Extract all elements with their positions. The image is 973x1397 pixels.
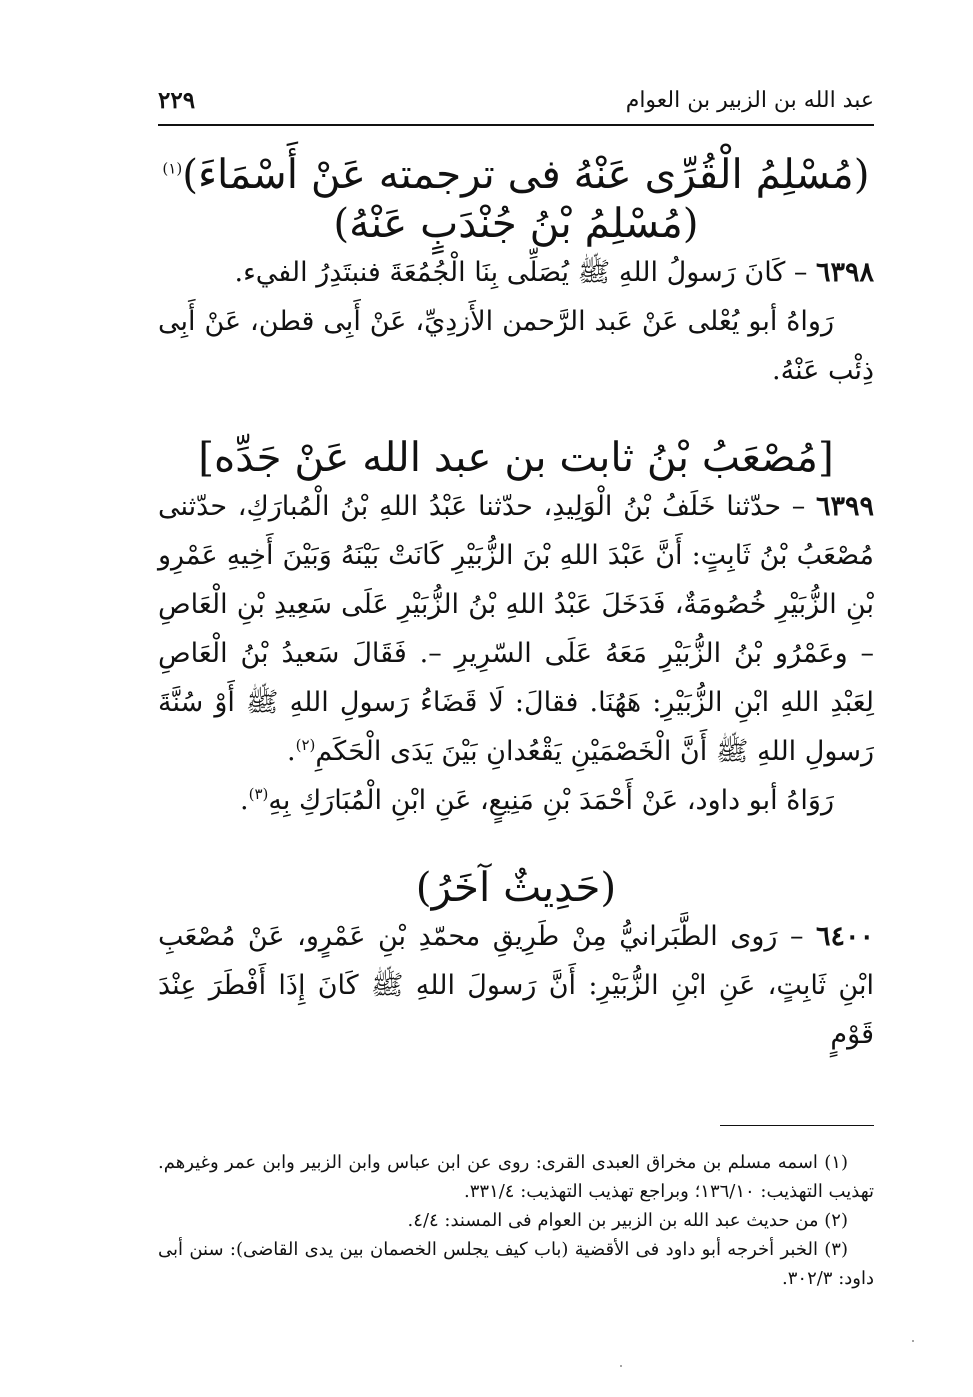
footnote-1: (١) اسمه مسلم بن مخراق العبدى القرى: روى عن ابن عباس وابن الزبير وابن عمر وغيرهم. تهذيب التهذيب: ١٣٦/١٠؛ وبراجع تهذيب التهذيب: ٣٣١/٤. [158,1152,874,1202]
riwaya-text: رَوَاهُ أبو داود، عَنْ أَحْمَدَ بْنِ مَنِيعٍ، عَنِ ابْنِ الْمُبَارَكِ بِهِ [268,785,834,816]
section-title-muslim-ibn-jundab: (مُسْلِمُ بْنُ جُنْدَبٍ عَنْهُ) [333,199,699,247]
running-header [158,80,874,120]
footnote-2: (٢) من حديث عبد الله بن الزبير بن العوام فى المسند: ٤/٤. [407,1210,848,1231]
footnote-ref-2: (٢) [295,736,316,754]
riwaya-6398: رَواهُ أبو يُعْلى عَنْ عَبد الرَّحمن الأَزدِيِّ، عَنْ أَبِى قطن، عَنْ أَبِى ذِئْب عَنْهُ. [158,306,874,386]
hadith-text: – رَوى الطَّبَرانيُّ مِنْ طَرِيقِ محمّدِ بْنِ عَمْرٍو، عَنْ مُصْعَبِ ابْنِ ثَابِتٍ، عَنِ ابْنِ الزُّبَيْرِ: أَنَّ رَسولَ اللهِ ﷺ كَانَ إِذَا أَفْطَرَ عِنْدَ قَوْمٍ [158,921,874,1050]
hadith-6400 [158,912,874,1059]
footnotes [158,1148,874,1293]
main-text [158,150,874,1059]
scan-speck [620,1365,622,1367]
footnote-ref-3: (٣) [248,785,269,803]
riwaya-6399: رَوَاهُ أبو داود، عَنْ أَحْمَدَ بْنِ مَنِيعٍ، عَنِ ابْنِ الْمُبَارَكِ بِهِ$^{(٣)}$. [240,785,834,816]
section-title-muslim-alqurri [158,150,874,199]
section-title-hadith-akhar: (حَدِيثٌ آخَرُ) [415,863,617,911]
running-title: عبد الله بن الزبير بن العوام [625,87,874,113]
hadith-text: – كَانَ رَسولُ اللهِ ﷺ يُصَلِّى بِنَا الْجُمُعَةَ فنبتَدِرُ الفيء. [234,257,808,288]
hadith-number: ٦٣٩٨ [815,257,874,288]
scan-speck [912,1340,914,1342]
header-rule [158,124,874,126]
footnote-3: (٣) الخبر أخرجه أبو داود فى الأقضية (باب كيف يجلس الخصمان بين يدى القاضى): سنن أبى داود: ٣٠٢/٣. [158,1239,874,1289]
hadith-number: ٦٤٠٠ [815,921,874,952]
hadith-text: – حدّثنا خَلَفُ بْنُ الْوَلِيدِ، حدّثنا عَبْدُ اللهِ بْنُ الْمُبارَكِ، حدّثنى مُصْعَبُ بْنُ ثَابِتٍ: أَنَّ عَبْدَ اللهِ بْنَ الزُّبَيْرِ كَانَتْ بَيْنَهُ وَبَيْنَ أَخِيهِ عَمْرِو بْنِ الزُّبَيْرِ خُصُومَةٌ، فَدَخَلَ عَبْدُ اللهِ بْنُ الزُّبَيْرِ عَلَى سَعِيدِ بْنِ الْعَاصِ – وعَمْرُو بْنُ الزُّبَيْرِ مَعَهُ عَلَى السّرِيرِ –. فَقَالَ سَعيدُ بْنُ الْعَاصِ لِعَبْدِ اللهِ ابْنِ الزُّبَيْرِ: هَهُنَا. فقالَ: لَا قَضَاءُ رَسولِ اللهِ ﷺ أَوْ سُنَّةَ رَسولِ اللهِ ﷺ أَنَّ الْخَصْمَيْنِ يَقْعُدانِ بَيْنَ يَدَى الْحَكَمِ [158,491,874,767]
section-title-musab-ibn-thabit: [مُصْعَبُ بْنُ ثابت بن عبد الله عَنْ جَدِّه] [198,433,834,481]
hadith-number: ٦٣٩٩ [815,491,874,522]
footnote-ref-1: (١) [162,159,183,178]
hadith-6399: ٦٣٩٩ – حدّثنا خَلَفُ بْنُ الْوَلِيدِ، حدّثنا عَبْدُ اللهِ بْنُ الْمُبارَكِ، حدّثنى مُصْعَبُ بْنُ ثَابِتٍ: أَنَّ عَبْدَ اللهِ بْنَ الزُّبَيْرِ كَانَتْ بَيْنَهُ وَبَيْنَ أَخِيهِ عَمْرِو بْنِ الزُّبَيْرِ خُصُومَةٌ، فَدَخَلَ عَبْدُ اللهِ بْنُ الزُّبَيْرِ عَلَى سَعِيدِ بْنِ الْعَاصِ – وعَمْرُو بْنُ الزُّبَيْرِ مَعَهُ عَلَى السّرِيرِ –. فَقَالَ سَعيدُ بْنُ الْعَاصِ لِعَبْدِ اللهِ ابْنِ الزُّبَيْرِ: هَهُنَا. فقالَ: لَا قَضَاءُ رَسولِ اللهِ ﷺ أَوْ سُنَّةَ رَسولِ اللهِ ﷺ أَنَّ الْخَصْمَيْنِ يَقْعُدانِ بَيْنَ يَدَى الْحَكَمِ$^{(٢)}$. [158,491,874,767]
hadith-6398 [158,248,874,297]
page-number: ٢٢٩ [158,86,196,114]
section-title-text: (مُسْلِمُ الْقُرِّى عَنْهُ فى ترجمته عَنْ أَسْمَاءَ) [182,150,870,198]
footnote-rule [720,1125,874,1126]
